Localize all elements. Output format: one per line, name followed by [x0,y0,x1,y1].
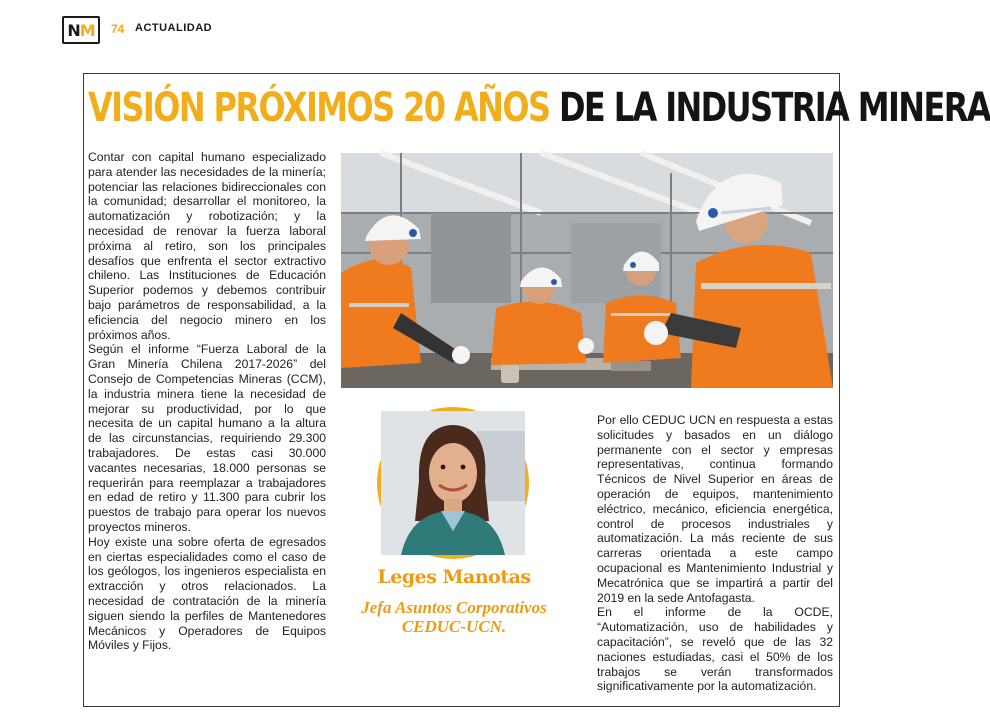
right-column [597,413,833,694]
body-paragraph: Contar con capital humano especializado para atender las necesidades de la minería; potenciar las relaciones bidireccionales con la comunidad; desarrollar el monitoreo, la automatización y robotización; y la necesidad de renovar la fuerza laboral próxima al retiro, son los principales desafíos que enfrenta el sector extractivo chileno. Las Instituciones de Educación Superior podemos y debemos contribuir bajo parámetros de responsabilidad, a la eficiencia del negocio minero en los próximos años. [88,150,326,342]
profile-role [340,598,568,636]
logo-letter-n: N [67,20,80,40]
profile-role-line2: CEDUC-UCN. [401,617,507,636]
left-column [88,150,326,653]
profile-name: Leges Manotas [377,566,531,588]
logo-letter-m: M [79,20,95,40]
magazine-logo [62,16,100,44]
body-paragraph: Según el informe “Fuerza Laboral de la Gran Minería Chilena 2017-2026” del Consejo de Competencias Mineras (CCM), la industria minera tiene la necesidad de mejorar su productividad, por lo que necesita de un capital humano a la altura de las circunstancias, requiriendo 29.300 trabajadores. De estas casi 30.000 vacantes necesarias, 18.000 personas se requerirán para reemplazar a trabajadores en edad de retiro y 11.300 para cubrir los puestos de trabajo para operar los nuevos proyectos mineros. [88,342,326,534]
headline-rest: DE LA INDUSTRIA MINERA [558,85,990,131]
headline [88,84,990,132]
workers-photo [341,153,833,388]
body-paragraph: Hoy existe una sobre oferta de egresados en ciertas especialidades como el caso de los geólogos, los ingenieros especialista en extracción y otros relacionados. La necesidad de contratación de la minería siguen siendo la perfiles de Mantenedores Mecánicos y Operadores de Equipos Móviles y Fijos. [88,534,326,653]
profile-portrait [377,407,529,559]
section-label: ACTUALIDAD [135,22,213,34]
body-paragraph: En el informe de la OCDE, “Automatización, uso de habilidades y capacitación”, se reveló que de las 32 naciones estudiadas, casi el 50% de los trabajos se verán transformados significativamente por la automatización. [597,605,833,694]
body-paragraph: Por ello CEDUC UCN en respuesta a estas solicitudes y basados en un diálogo permanente con el sector y empresas representativas, continua formando Técnicos de Nivel Superior en áreas de operación de equipos, mantenimiento eléctrico, mecánico, eficiencia energética, control de procesos industriales y automatización. La más reciente de sus carreras orientada a este campo ocupacional es Mantenimiento Industrial y Mecatrónica que se impartirá a partir del 2019 en la sede Antofagasta. [597,413,833,605]
headline-highlight: VISIÓN PRÓXIMOS 20 AÑOS [88,85,550,131]
page-number: 74 [111,22,125,36]
profile-role-line1: Jefa Asuntos Corporativos [361,598,547,617]
